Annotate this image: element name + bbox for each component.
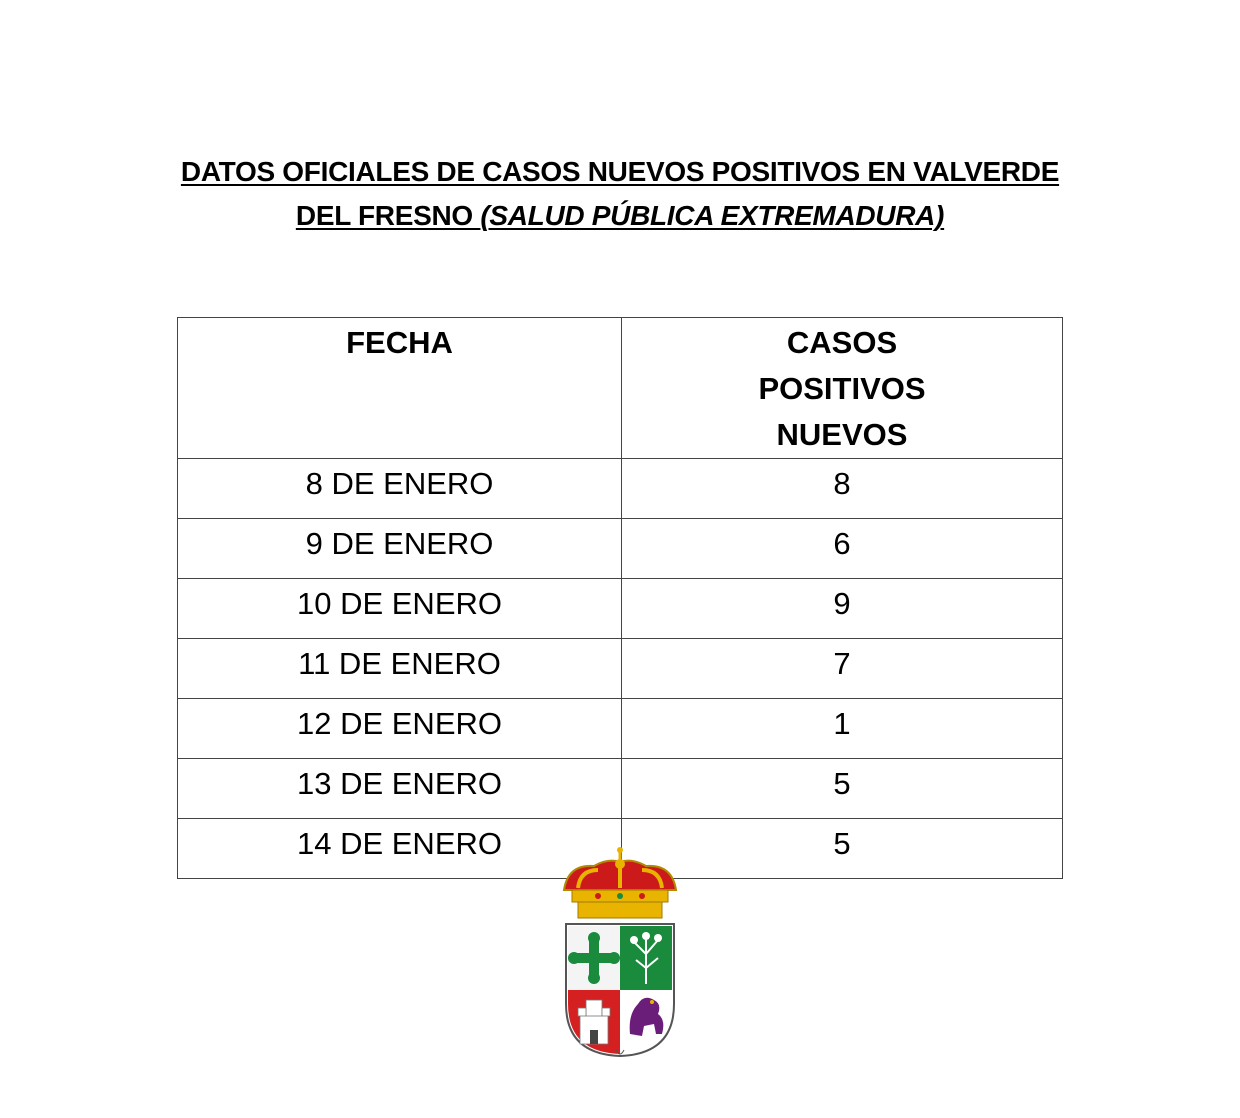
cell-casos: 5 [622, 819, 1063, 879]
cell-casos: 8 [622, 459, 1063, 519]
cases-table [177, 317, 1063, 879]
table-row [178, 639, 1063, 699]
table-header-row [178, 318, 1063, 459]
header-casos-text: CASOS POSITIVOS NUEVOS [758, 325, 926, 452]
table-row [178, 519, 1063, 579]
cell-casos: 5 [622, 759, 1063, 819]
title-line-1: DATOS OFICIALES DE CASOS NUEVOS POSITIVOS EN VALVERDE [180, 156, 1060, 187]
cell-casos: 9 [622, 579, 1063, 639]
cell-fecha: 14 DE ENERO [178, 819, 622, 879]
cell-fecha: 12 DE ENERO [178, 699, 622, 759]
table-row [178, 579, 1063, 639]
table-row [178, 459, 1063, 519]
document-title [120, 150, 1120, 238]
cell-fecha: 9 DE ENERO [178, 519, 622, 579]
coat-of-arms-icon [558, 844, 682, 1064]
title-line-2-source: (SALUD PÚBLICA EXTREMADURA) [480, 200, 945, 231]
cell-fecha: 11 DE ENERO [178, 639, 622, 699]
title-line-2-main: DEL FRESNO [295, 200, 481, 231]
cell-casos: 6 [622, 519, 1063, 579]
cell-casos: 7 [622, 639, 1063, 699]
title-line-2 [296, 200, 944, 231]
cell-casos: 1 [622, 699, 1063, 759]
header-casos [622, 318, 1063, 459]
header-fecha: FECHA [178, 318, 622, 459]
table-row [178, 759, 1063, 819]
cell-fecha: 13 DE ENERO [178, 759, 622, 819]
cell-fecha: 8 DE ENERO [178, 459, 622, 519]
table-row [178, 699, 1063, 759]
cell-fecha: 10 DE ENERO [178, 579, 622, 639]
